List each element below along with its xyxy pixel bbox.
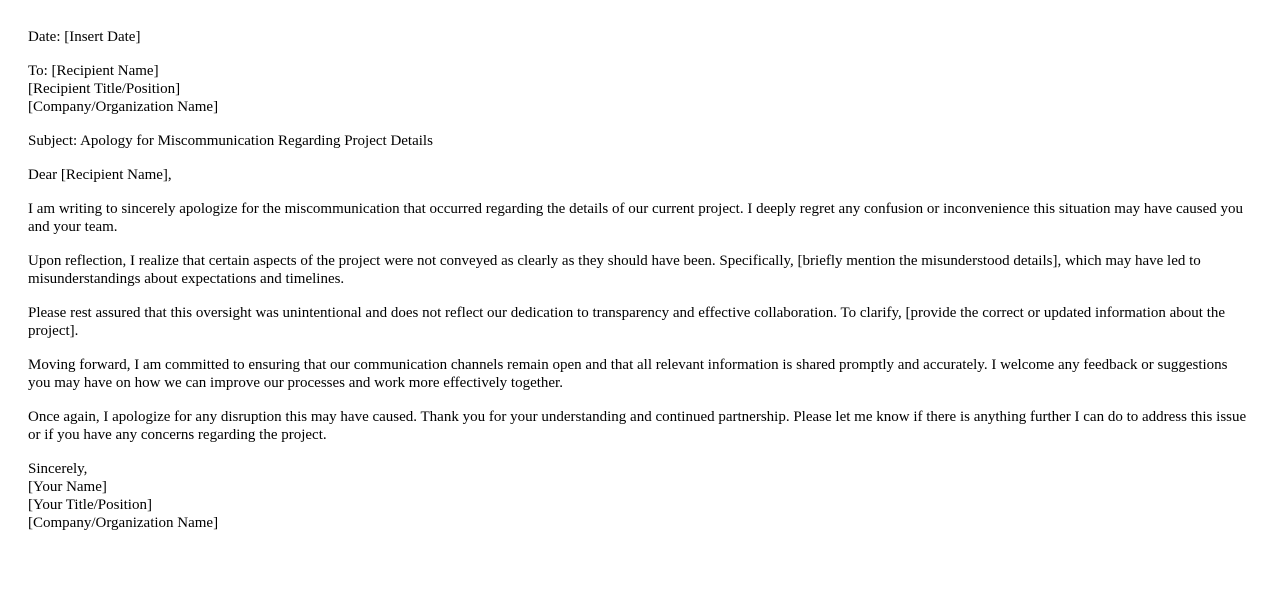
- letter-body: [28, 28, 1253, 548]
- sender-name: [Your Name]: [28, 479, 107, 495]
- recipient-company: [Company/Organization Name]: [28, 99, 219, 115]
- paragraph-clarification: Please rest assured that this oversight was unintentional and does not reflect our dedication to transparency and effective collaboration. To clarify, [provide the correct or updated information about the project].: [28, 305, 1226, 339]
- paragraph-reflection: Upon reflection, I realize that certain aspects of the project were not conveyed as clearly as they should have been. Specifically, [briefly mention the misunderstood details], which may have led to misunderstandings about expectations and timelines.: [28, 253, 1201, 287]
- paragraph-closing: Once again, I apologize for any disruption this may have caused. Thank you for your understanding and continued partnership. Please let me know if there is anything further I can do to address this issue or if you have any concerns regarding the project.: [28, 409, 1247, 443]
- sender-company: [Company/Organization Name]: [28, 515, 219, 531]
- recipient-title: [Recipient Title/Position]: [28, 81, 181, 97]
- sender-title: [Your Title/Position]: [28, 497, 152, 513]
- subject-block: [28, 132, 1253, 150]
- paragraph-moving-forward: Moving forward, I am committed to ensuring that our communication channels remain open and that all relevant information is shared promptly and accurately. I welcome any feedback or suggestions you may have on how we can improve our processes and work more effectively together.: [28, 357, 1228, 391]
- recipient-name: To: [Recipient Name]: [28, 63, 159, 79]
- date-block: [28, 28, 1253, 46]
- date-line: Date: [Insert Date]: [28, 29, 141, 45]
- salutation: Dear [Recipient Name],: [28, 167, 172, 183]
- paragraph-apology: I am writing to sincerely apologize for the miscommunication that occurred regarding the details of our current project. I deeply regret any confusion or inconvenience this situation may have caused you and your team.: [28, 201, 1244, 235]
- salutation-block: [28, 166, 1253, 184]
- signature-block: [28, 460, 1253, 532]
- signoff: Sincerely,: [28, 461, 88, 477]
- subject-line: Subject: Apology for Miscommunication Regarding Project Details: [28, 133, 433, 149]
- recipient-block: [28, 62, 1253, 116]
